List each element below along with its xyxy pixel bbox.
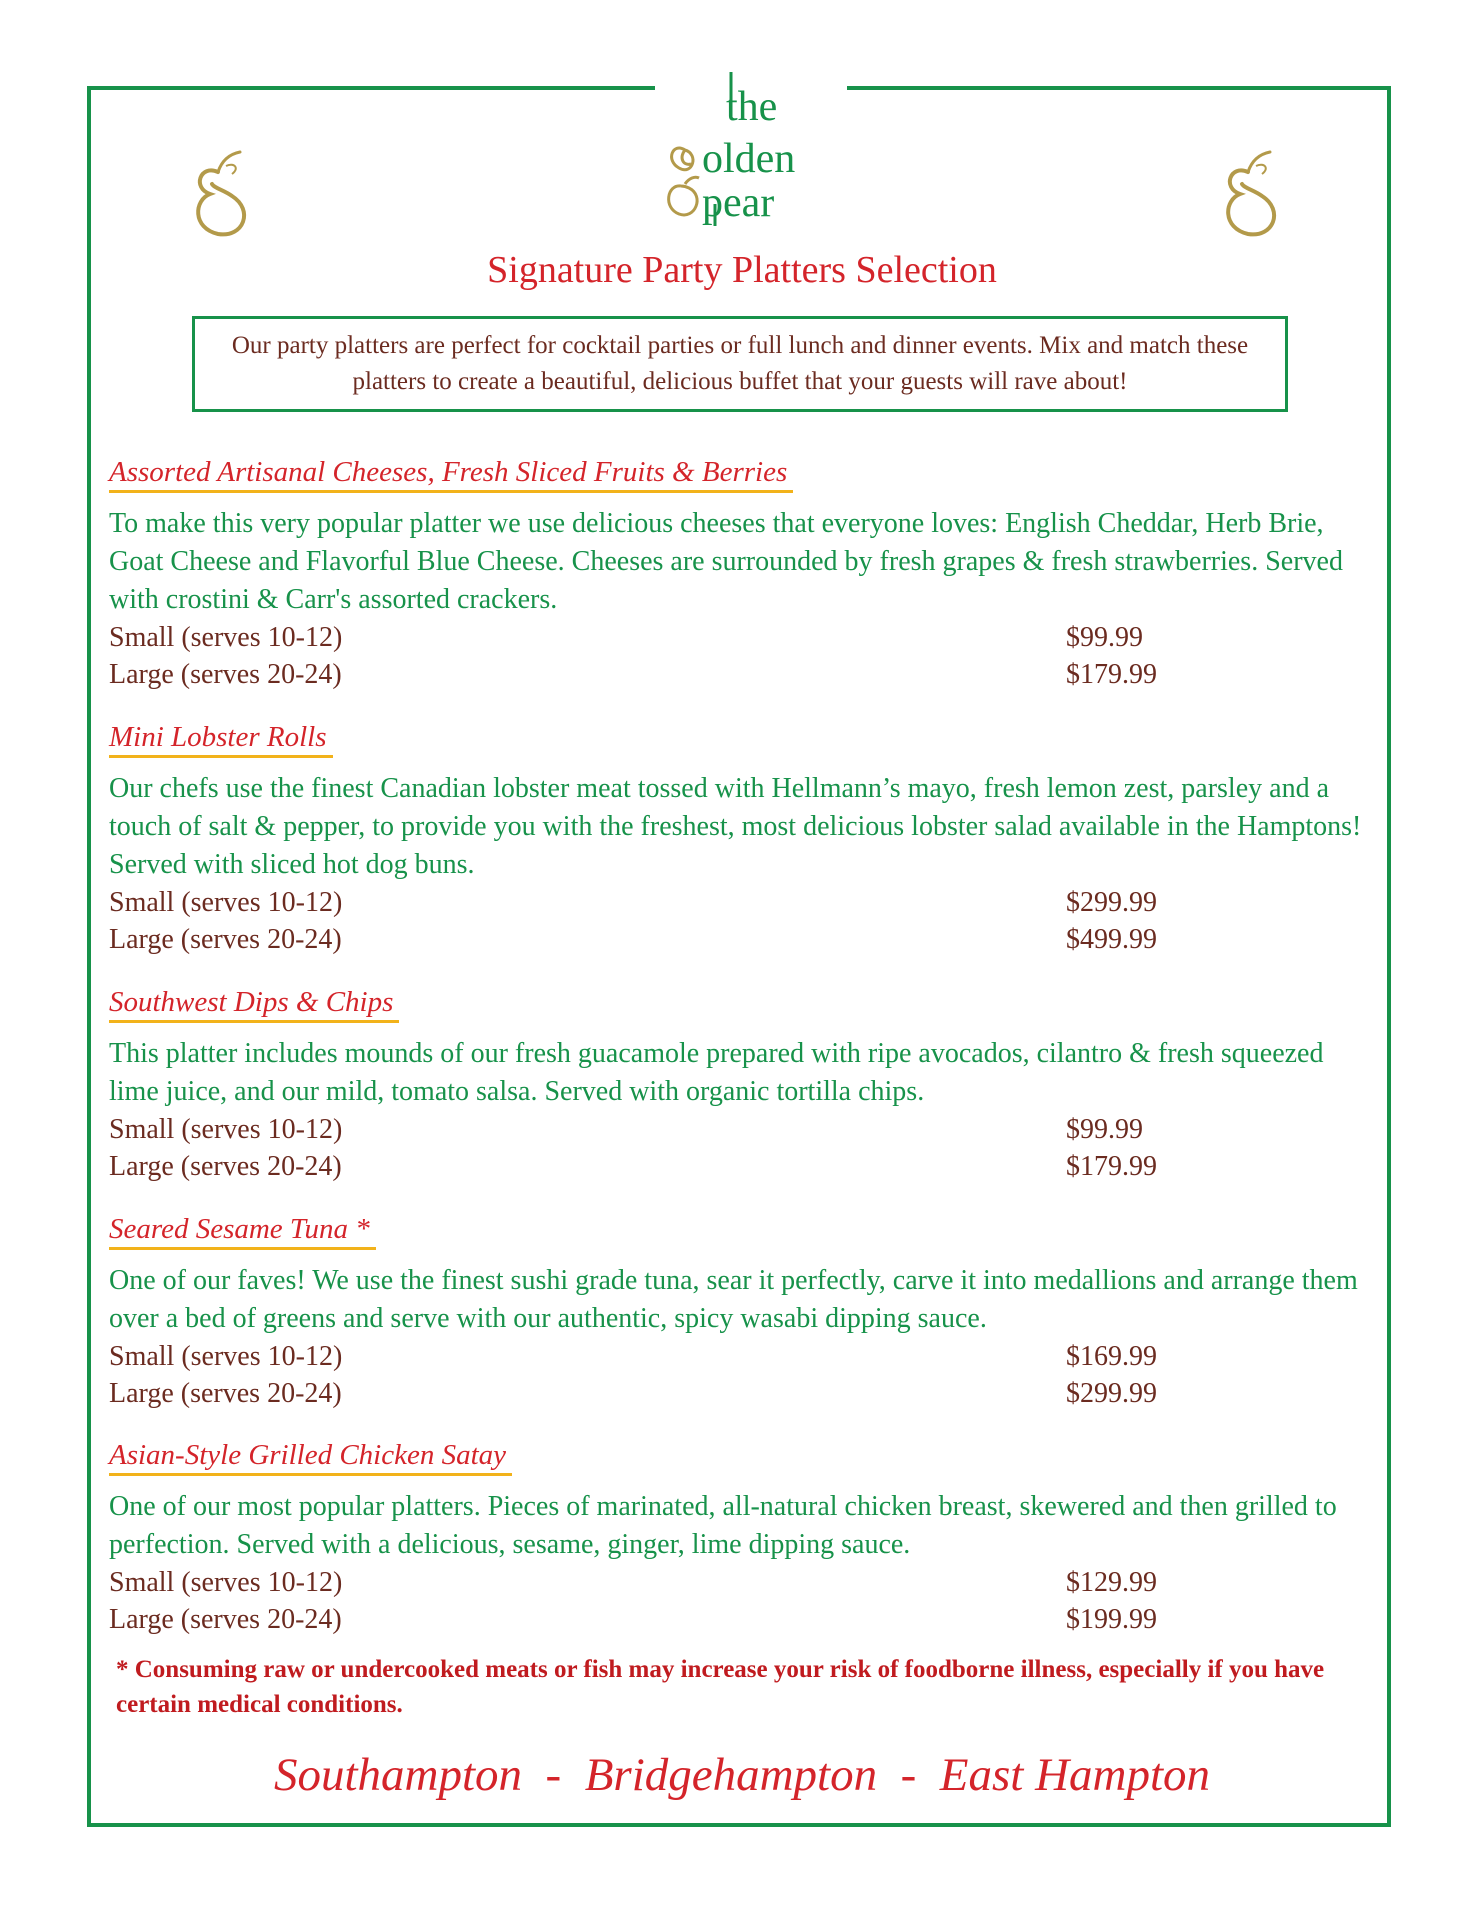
size-label: Small (serves 10-12) xyxy=(109,1114,343,1145)
size-label: Large (serves 20-24) xyxy=(109,659,342,690)
size-label: Small (serves 10-12) xyxy=(109,1567,343,1598)
price-row xyxy=(109,1375,1369,1412)
price-value: $499.99 xyxy=(1066,924,1157,955)
price-value: $179.99 xyxy=(1066,1151,1157,1182)
platter-section xyxy=(109,1211,1369,1412)
price-row xyxy=(109,1601,1369,1638)
svg-text:the: the xyxy=(726,84,778,130)
platter-section xyxy=(109,984,1369,1185)
price-row xyxy=(109,619,1369,656)
section-description: This platter includes mounds of our fresh guacamole prepared with ripe avocados, cilantro & fresh squeezed lime juice, and our mild, tomato salsa. Served with organic tortilla chips. xyxy=(109,1038,1324,1107)
section-title: Seared Sesame Tuna * xyxy=(109,1211,376,1250)
section-title: Assorted Artisanal Cheeses, Fresh Sliced Fruits & Berries xyxy=(109,454,793,493)
price-value: $129.99 xyxy=(1066,1567,1157,1598)
price-value: $99.99 xyxy=(1066,622,1143,653)
svg-text:olden: olden xyxy=(702,136,796,182)
price-value: $179.99 xyxy=(1066,659,1157,690)
pear-icon xyxy=(188,144,256,240)
section-description: One of our faves! We use the finest sushi grade tuna, sear it perfectly, carve it into medallions and arrange them over a bed of greens and serve with our authentic, spicy wasabi dipping sauce. xyxy=(109,1265,1358,1334)
price-row xyxy=(109,656,1369,693)
price-row xyxy=(109,884,1369,921)
section-title: Mini Lobster Rolls xyxy=(109,719,333,758)
platter-section xyxy=(109,454,1369,693)
price-value: $199.99 xyxy=(1066,1604,1157,1635)
platter-section xyxy=(109,1437,1369,1638)
price-row xyxy=(109,1564,1369,1601)
price-row xyxy=(109,1148,1369,1185)
health-disclaimer: * Consuming raw or undercooked meats or fish may increase your risk of foodborne illness, especially if you have certain medical conditions. xyxy=(116,1656,1325,1718)
price-row xyxy=(109,1111,1369,1148)
section-description: To make this very popular platter we use delicious cheeses that everyone loves: English Cheddar, Herb Brie, Goat Cheese and Flavorful Blue Cheese. Cheeses are surrounded by fresh grapes & fresh strawberries. Served with crostini & Carr's assorted crackers. xyxy=(109,508,1343,615)
intro-box xyxy=(192,316,1288,412)
intro-text: Our party platters are perfect for cocktail parties or full lunch and dinner events. Mix and match these platters to create a beautiful, delicious buffet that your guests will rave about! xyxy=(231,332,1249,395)
size-label: Large (serves 20-24) xyxy=(109,924,342,955)
locations-footer: Southampton - Bridgehampton - East Hampton xyxy=(273,1749,1211,1801)
section-title: Southwest Dips & Chips xyxy=(109,984,399,1023)
section-description: One of our most popular platters. Pieces of marinated, all-natural chicken breast, skewered and then grilled to perfection. Served with a delicious, sesame, ginger, lime dipping sauce. xyxy=(109,1491,1337,1560)
price-row xyxy=(109,921,1369,958)
price-value: $299.99 xyxy=(1066,1378,1157,1409)
size-label: Small (serves 10-12) xyxy=(109,887,343,918)
golden-pear-logo xyxy=(655,68,847,228)
page-title: Signature Party Platters Selection xyxy=(487,249,997,291)
price-value: $99.99 xyxy=(1066,1114,1143,1145)
price-value: $299.99 xyxy=(1066,887,1157,918)
price-row xyxy=(109,1338,1369,1375)
size-label: Large (serves 20-24) xyxy=(109,1151,342,1182)
section-description: Our chefs use the finest Canadian lobster meat tossed with Hellmann’s mayo, fresh lemon zest, parsley and a touch of salt & pepper, to provide you with the freshest, most delicious lobster salad available in the Hamptons! Served with sliced hot dog buns. xyxy=(109,773,1362,880)
size-label: Small (serves 10-12) xyxy=(109,1341,343,1372)
pear-icon xyxy=(1218,144,1286,240)
section-title: Asian-Style Grilled Chicken Satay xyxy=(109,1437,512,1476)
size-label: Large (serves 20-24) xyxy=(109,1378,342,1409)
size-label: Small (serves 10-12) xyxy=(109,622,343,653)
price-value: $169.99 xyxy=(1066,1341,1157,1372)
platter-section xyxy=(109,719,1369,958)
svg-text:pear: pear xyxy=(702,180,775,226)
size-label: Large (serves 20-24) xyxy=(109,1604,342,1635)
